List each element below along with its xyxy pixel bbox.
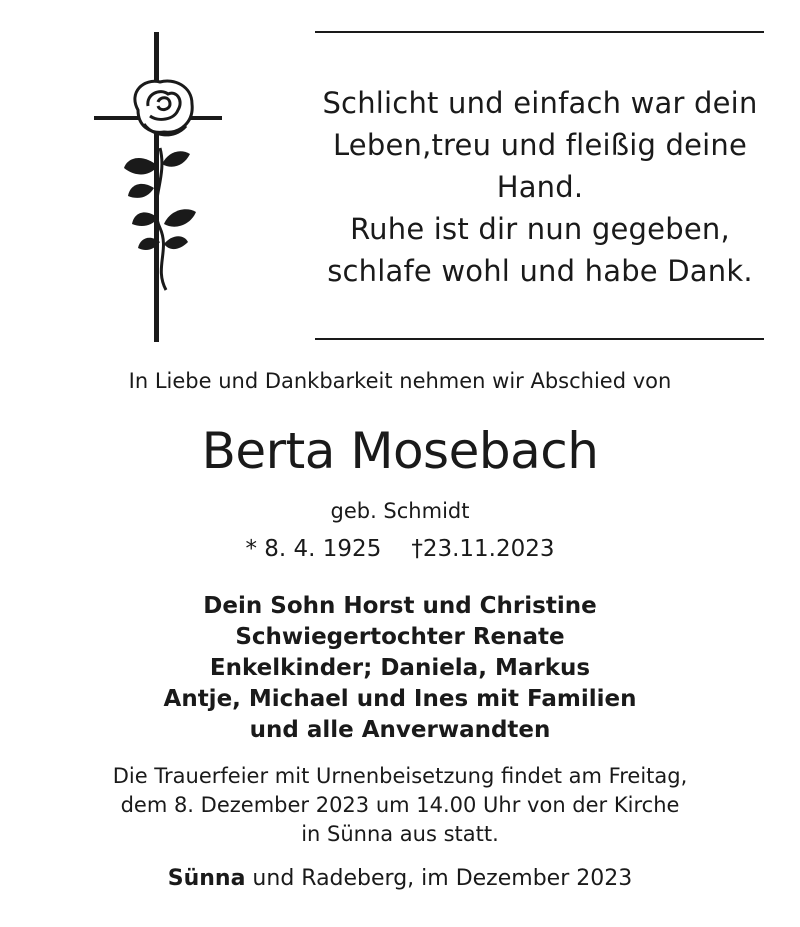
place-rest: und Radeberg, im Dezember 2023 [245, 866, 633, 891]
birth-date: * 8. 4. 1925 [245, 536, 382, 562]
maiden-name: geb. Schmidt [330, 499, 470, 523]
poem-line: Schlicht und einfach war dein [322, 86, 758, 120]
poem-line: Ruhe ist dir nun gegeben, [350, 212, 730, 246]
mourners-list [0, 591, 800, 746]
intro-text: In Liebe und Dankbarkeit nehmen wir Abschied von [128, 369, 672, 393]
poem-line: Hand. [496, 170, 584, 204]
place-date-line [0, 863, 800, 895]
poem-line: schlafe wohl und habe Dank. [327, 254, 753, 288]
top-divider [315, 31, 764, 33]
ceremony-line: dem 8. Dezember 2023 um 14.00 Uhr von der Kirche [120, 793, 680, 817]
deceased-name: Berta Mosebach [201, 422, 599, 480]
ceremony-info [0, 762, 800, 849]
cross-with-rose-icon [88, 28, 228, 346]
death-date: †23.11.2023 [411, 536, 555, 562]
place-town: Sünna [167, 866, 246, 891]
ceremony-line: Die Trauerfeier mit Urnenbeisetzung findet am Freitag, [112, 764, 688, 788]
mourner-line: Enkelkinder; Daniela, Markus [209, 655, 591, 681]
mourner-line: Schwiegertochter Renate [235, 624, 565, 650]
mourner-line: Dein Sohn Horst und Christine [203, 593, 597, 619]
mourner-line: Antje, Michael und Ines mit Familien [163, 686, 637, 712]
poem-line: Leben,treu und fleißig deine [332, 128, 748, 162]
bottom-divider [315, 338, 764, 340]
mourner-line: und alle Anverwandten [249, 717, 551, 743]
ceremony-line: in Sünna aus statt. [301, 822, 499, 846]
poem [310, 82, 770, 292]
life-dates [0, 533, 800, 565]
